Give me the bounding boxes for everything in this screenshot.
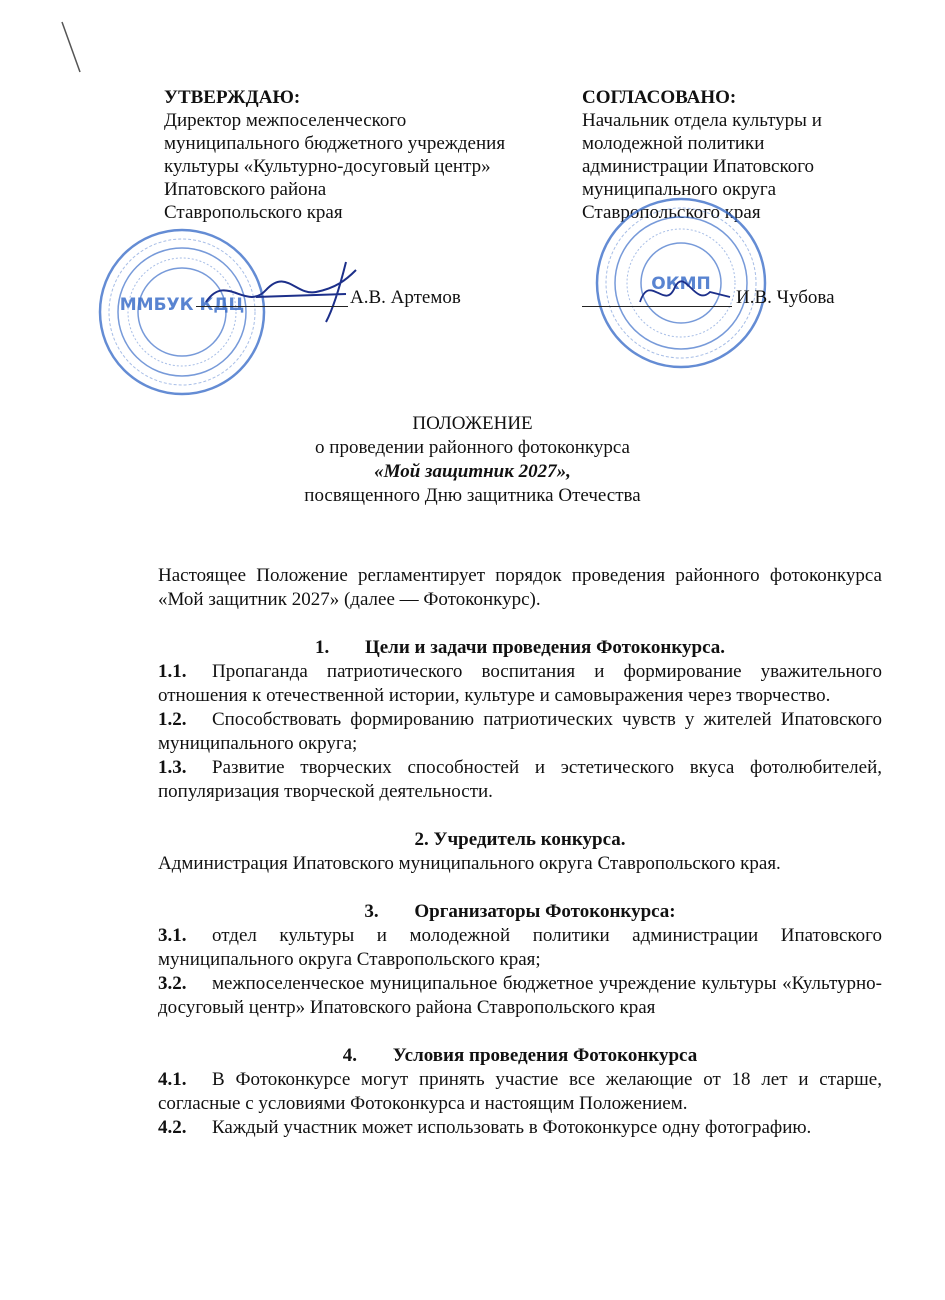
approve-line: Ставропольского края <box>164 202 343 223</box>
right-signature <box>630 262 740 322</box>
item-number: 1.3. <box>158 757 187 778</box>
section-text: Администрация Ипатовского муниципального округа Ставропольского края. <box>158 853 781 874</box>
section-heading <box>158 636 882 660</box>
section-number: 4. <box>342 1045 358 1066</box>
item-number: 3.1. <box>158 925 187 946</box>
section-number: 1. <box>314 637 330 658</box>
approve-line: молодежной политики <box>582 133 765 154</box>
left-stamp-text: ММБУК КДЦ <box>119 295 245 315</box>
approve-line: администрации Ипатовского <box>582 156 815 177</box>
item-text: Развитие творческих способностей и эстетического вкуса фотолюбителей, популяризация творческой деятельности. <box>158 757 882 802</box>
approve-block-left <box>164 86 574 224</box>
right-stamp-text: ОКМП <box>651 274 711 294</box>
list-item <box>158 756 882 804</box>
approve-line: Ставропольского края <box>582 202 761 223</box>
approve-line: Начальник отдела культуры и <box>582 110 822 131</box>
right-signer-name: И.В. Чубова <box>736 287 835 308</box>
item-number: 3.2. <box>158 973 187 994</box>
item-text: отдел культуры и молодежной политики администрации Ипатовского муниципального округа Ставропольского края; <box>158 925 882 970</box>
approve-line: Директор межпоселенческого <box>164 110 407 131</box>
item-text: В Фотоконкурсе могут принять участие все желающие от 18 лет и старше, согласные с условиями Фотоконкурса и настоящим Положением. <box>158 1069 882 1114</box>
approve-line: муниципального бюджетного учреждения <box>164 133 506 154</box>
item-number: 4.2. <box>158 1117 187 1138</box>
document-title-block <box>0 412 945 508</box>
item-number: 1.2. <box>158 709 187 730</box>
left-signature-line <box>196 306 348 307</box>
right-signature-line <box>582 306 732 307</box>
section-number: 3. <box>364 901 379 922</box>
item-text: Способствовать формированию патриотических чувств у жителей Ипатовского муниципального округа; <box>158 709 882 754</box>
section-heading <box>158 900 882 924</box>
approve-line: муниципального округа <box>582 179 777 200</box>
section-title: Организаторы Фотоконкурса: <box>414 901 676 922</box>
section-heading: 2. Учредитель конкурса. <box>414 829 626 850</box>
list-item <box>158 1068 882 1116</box>
item-text: межпоселенческое муниципальное бюджетное учреждение культуры «Культурно-досуговый центр» Ипатовского района Ставропольского края <box>158 973 882 1018</box>
section-title: Условия проведения Фотоконкурса <box>392 1045 698 1066</box>
approve-line: культуры «Культурно-досуговый центр» <box>164 156 491 177</box>
section-heading <box>158 1044 882 1068</box>
document-body <box>158 564 882 1140</box>
list-item <box>158 660 882 708</box>
list-item <box>158 1116 882 1140</box>
list-item <box>158 924 882 972</box>
left-signer-name: А.В. Артемов <box>350 287 461 308</box>
item-text: Каждый участник может использовать в Фотоконкурсе одну фотографию. <box>212 1117 812 1138</box>
list-item <box>158 972 882 1020</box>
scan-artifact-line <box>0 0 120 90</box>
approve-line: Ипатовского района <box>164 179 327 200</box>
approve-heading: УТВЕРЖДАЮ: <box>164 87 301 108</box>
approve-heading: СОГЛАСОВАНО: <box>582 87 737 108</box>
list-item <box>158 708 882 756</box>
section-title: Цели и задачи проведения Фотоконкурса. <box>364 637 726 658</box>
item-text: Пропаганда патриотического воспитания и формирование уважительного отношения к отечественной истории, культуре и самовыражения через творчество. <box>158 661 882 706</box>
document-subtitle: о проведении районного фотоконкурса <box>315 437 630 458</box>
contest-name: «Мой защитник 2027», <box>374 461 571 482</box>
document-title: ПОЛОЖЕНИЕ <box>412 413 533 434</box>
intro-paragraph: Настоящее Положение регламентирует порядок проведения районного фотоконкурса «Мой защитник 2027» (далее — Фотоконкурс). <box>158 565 882 610</box>
dedication-line: посвященного Дню защитника Отечества <box>304 485 641 506</box>
item-number: 1.1. <box>158 661 187 682</box>
item-number: 4.1. <box>158 1069 187 1090</box>
